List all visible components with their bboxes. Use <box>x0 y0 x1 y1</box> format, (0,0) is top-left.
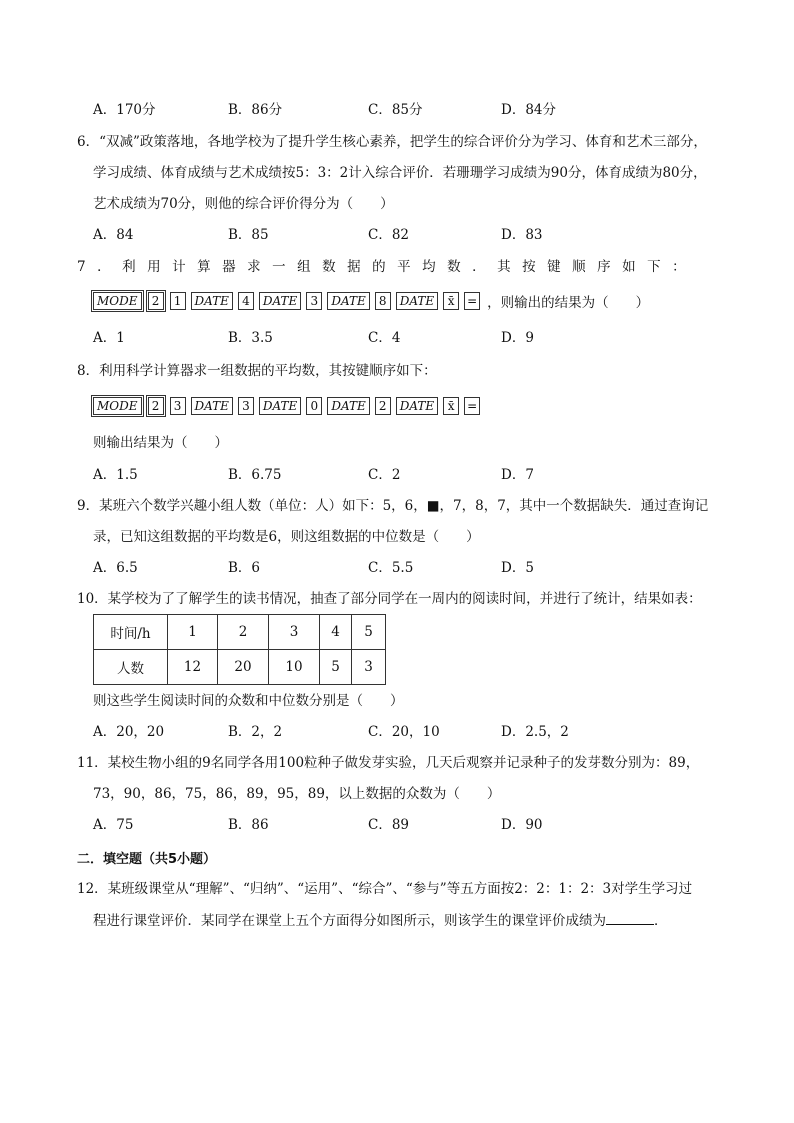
q6-option-b: B．85 <box>228 227 269 243</box>
digit-key: 2 <box>148 397 164 415</box>
q6-stem-line3: 艺术成绩为70分，则他的综合评价得分为（ ） <box>93 196 394 212</box>
table-header-cell: 人数 <box>94 650 168 685</box>
q7-option-c: C．4 <box>368 330 401 346</box>
q9-stem-line2: 录，已知这组数据的平均数是6，则这组数据的中位数是（ ） <box>93 529 480 545</box>
digit-key: 3 <box>306 292 322 310</box>
q7-option-b: B．3.5 <box>228 330 273 346</box>
q7-key-sequence <box>93 290 649 312</box>
q10-option-c: C．20，10 <box>368 724 440 740</box>
table-cell: 4 <box>320 615 352 650</box>
q8-option-d: D．7 <box>501 467 534 483</box>
table-cell: 12 <box>168 650 218 685</box>
q5-option-a: A．170分 <box>93 102 156 118</box>
q8-option-c: C．2 <box>368 467 401 483</box>
date-key: DATE <box>396 397 438 415</box>
digit-key: 1 <box>170 292 186 310</box>
q11-option-c: C．89 <box>368 817 410 833</box>
table-cell: 2 <box>218 615 269 650</box>
digit-key: 0 <box>306 397 322 415</box>
mean-key: x̄ <box>443 397 459 415</box>
date-key: DATE <box>259 397 301 415</box>
q11-option-d: D．90 <box>501 817 543 833</box>
q12-stem-end: ． <box>654 913 668 929</box>
digit-key: 8 <box>375 292 391 310</box>
q10-option-d: D．2.5，2 <box>501 724 569 740</box>
table-cell: 10 <box>269 650 320 685</box>
q12-stem-line1: 12．某班级课堂从“理解”、“归纳”、“运用”、“综合”、“参与”等五方面按2：2：1：2：3对学生学习过 <box>77 881 693 897</box>
q5-option-c: C．85分 <box>368 102 423 118</box>
q6-option-c: C．82 <box>368 227 410 243</box>
date-key: DATE <box>259 292 301 310</box>
section-heading: 二．填空题（共5小题） <box>77 852 217 867</box>
q6-stem-line1: 6．“双减”政策落地，各地学校为了提升学生核心素养，把学生的综合评价分为学习、体育和艺术三部分， <box>77 134 707 150</box>
q7-option-a: A．1 <box>93 330 125 346</box>
reading-time-table <box>93 614 386 685</box>
q8-stem: 8．利用科学计算器求一组数据的平均数，其按键顺序如下： <box>77 363 437 379</box>
equals-key: = <box>464 292 480 310</box>
digit-key: 3 <box>170 397 186 415</box>
q11-option-a: A．75 <box>93 817 134 833</box>
q6-option-a: A．84 <box>93 227 134 243</box>
q9-option-c: C．5.5 <box>368 560 414 576</box>
table-cell: 5 <box>320 650 352 685</box>
q5-option-d: D．84分 <box>501 102 557 118</box>
table-cell: 3 <box>269 615 320 650</box>
date-key: DATE <box>191 292 233 310</box>
q11-stem-line1: 11．某校生物小组的9名同学各用100粒种子做发芽实验，几天后观察并记录种子的发芽数分别为：89， <box>77 755 700 771</box>
table-cell: 3 <box>352 650 386 685</box>
q11-stem-line2: 73，90，86，75，86，89，95，89，以上数据的众数为（ ） <box>93 786 501 802</box>
date-key: DATE <box>191 397 233 415</box>
q8-option-b: B．6.75 <box>228 467 282 483</box>
digit-key: 4 <box>238 292 254 310</box>
q7-stem: 7．利用计算器求一组数据的平均数．其按键顺序如下： <box>77 259 698 275</box>
q8-after: 则输出结果为（ ） <box>93 435 228 451</box>
date-key: DATE <box>396 292 438 310</box>
q8-option-a: A．1.5 <box>93 467 138 483</box>
answer-blank <box>606 911 654 925</box>
q8-key-sequence <box>93 395 485 417</box>
q9-option-b: B．6 <box>228 560 261 576</box>
q6-stem-line2: 学习成绩、体育成绩与艺术成绩按5：3：2计入综合评价．若珊珊学习成绩为90分，体育成绩为80分， <box>93 165 707 181</box>
mean-key: x̄ <box>443 292 459 310</box>
q7-option-d: D．9 <box>501 330 534 346</box>
digit-key: 2 <box>375 397 391 415</box>
q10-option-b: B．2，2 <box>228 724 283 740</box>
q9-stem-line1: 9．某班六个数学兴趣小组人数（单位：人）如下：5，6，■，7，8，7，其中一个数据缺失．通过查询记 <box>77 498 709 514</box>
mode-key: MODE <box>93 292 142 310</box>
q9-option-d: D．5 <box>501 560 534 576</box>
table-cell: 1 <box>168 615 218 650</box>
q7-stem-tail: ，则输出的结果为（ ） <box>487 295 650 311</box>
q12-stem-line2 <box>93 911 668 930</box>
q9-option-a: A．6.5 <box>93 560 138 576</box>
q11-option-b: B．86 <box>228 817 269 833</box>
q12-stem-text: 程进行课堂评价．某同学在课堂上五个方面得分如图所示，则该学生的课堂评价成绩为 <box>93 913 606 929</box>
date-key: DATE <box>327 397 369 415</box>
date-key: DATE <box>327 292 369 310</box>
q10-option-a: A．20，20 <box>93 724 165 740</box>
q6-option-d: D．83 <box>501 227 543 243</box>
table-row <box>94 615 386 650</box>
q5-option-b: B．86分 <box>228 102 283 118</box>
mode-key: MODE <box>93 397 142 415</box>
table-header-cell: 时间/h <box>94 615 168 650</box>
q10-after: 则这些学生阅读时间的众数和中位数分别是（ ） <box>93 693 404 709</box>
table-row <box>94 650 386 685</box>
digit-key: 2 <box>148 292 164 310</box>
q10-stem: 10．某学校为了了解学生的读书情况，抽查了部分同学在一周内的阅读时间，并进行了统计，结果如表： <box>77 591 702 607</box>
equals-key: = <box>464 397 480 415</box>
table-cell: 20 <box>218 650 269 685</box>
table-cell: 5 <box>352 615 386 650</box>
digit-key: 3 <box>238 397 254 415</box>
